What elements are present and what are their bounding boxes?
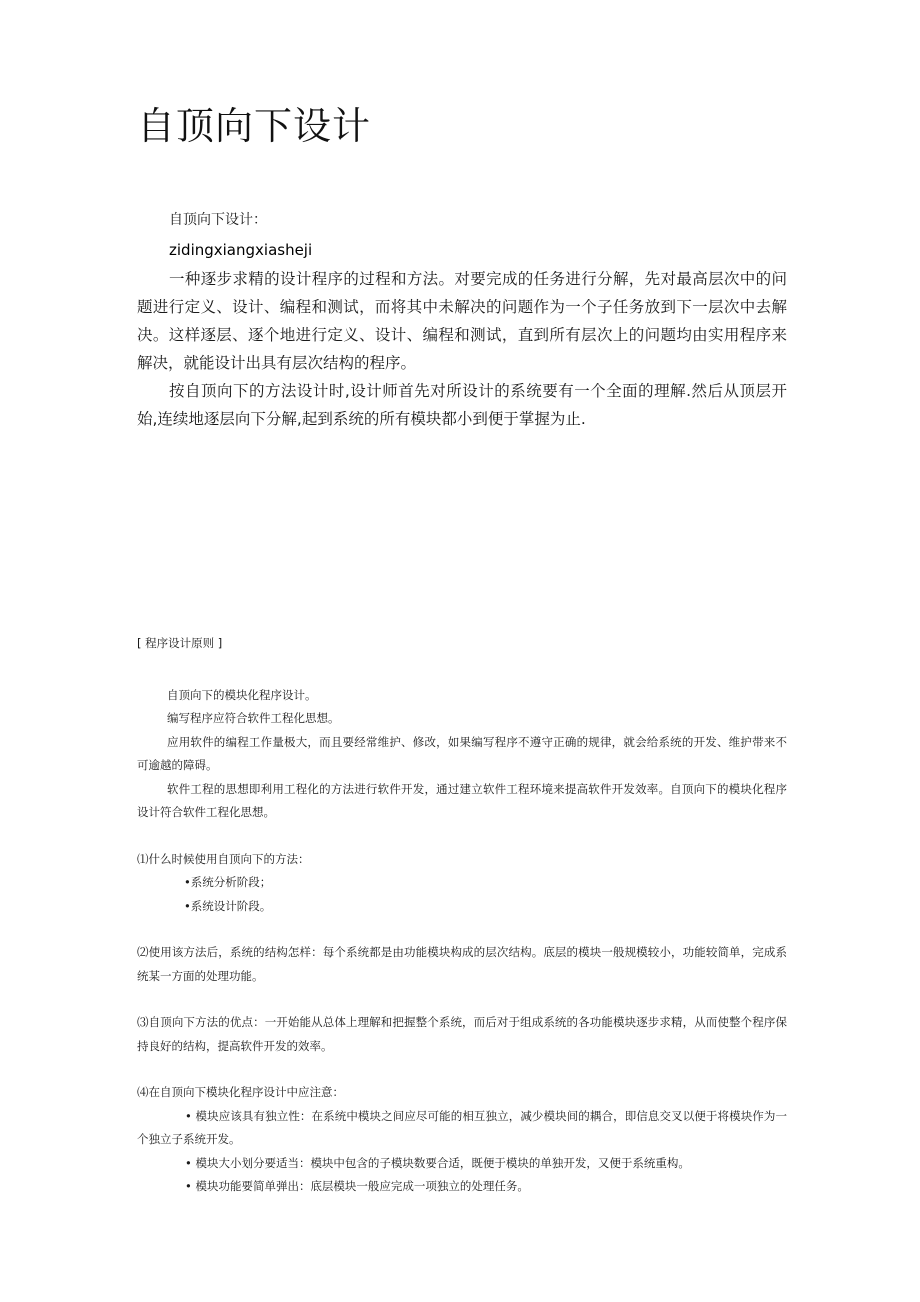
principles-heading: [ 程序设计原则 ] <box>137 636 223 650</box>
page-title: 自顶向下设计 <box>137 104 372 148</box>
intro-label: 自顶向下设计： <box>169 212 267 228</box>
principle-line: 自顶向下的模块化程序设计。 <box>167 687 317 702</box>
intro-section <box>137 205 787 433</box>
q1-bullet: •系统分析阶段； <box>184 875 272 889</box>
q4-bullet: • 模块大小划分要适当：模块中包含的子模块数要合适，既便于模块的单独开发，又便于系统重构。 <box>185 1155 690 1170</box>
principle-line: 编写程序应符合软件工程化思想。 <box>167 711 340 725</box>
q4-bullet: • 模块应该具有独立性：在系统中模块之间应尽可能的相互独立，减少模块间的耦合，即信息交叉以便于将模块作为一个独立子系统开发。 <box>137 1108 787 1146</box>
principle-line: 应用软件的编程工作量极大，而且要经常维护、修改，如果编写程序不遵守正确的规律，就会给系统的开发、维护带来不可逾越的障碍。 <box>137 734 787 772</box>
q1-title: ⑴什么时候使用自顶向下的方法： <box>137 851 310 866</box>
principles-section <box>137 632 787 1199</box>
q4-bullet: • 模块功能要简单弹出：底层模块一般应完成一项独立的处理任务。 <box>185 1179 529 1193</box>
q4-title: ⑷在自顶向下模块化程序设计中应注意： <box>137 1085 344 1099</box>
principle-line: 软件工程的思想即利用工程化的方法进行软件开发，通过建立软件工程环境来提高软件开发效率。自顶向下的模块化程序设计符合软件工程化思想。 <box>137 781 787 819</box>
q1-bullet: •系统设计阶段。 <box>184 898 272 913</box>
intro-paragraph-2: 按自顶向下的方法设计时,设计师首先对所设计的系统要有一个全面的理解.然后从顶层开始,连续地逐层向下分解,起到系统的所有模块都小到便于掌握为止. <box>137 382 787 428</box>
intro-paragraph-1: 一种逐步求精的设计程序的过程和方法。对要完成的任务进行分解，先对最高层次中的问题进行定义、设计、编程和测试，而将其中未解决的问题作为一个子任务放到下一层次中去解决。这样逐层、逐个地进行定义、设计、编程和测试，直到所有层次上的问题均由实用程序来解决，就能设计出具有层次结构的程序。 <box>137 270 787 372</box>
intro-pinyin: zidingxiangxiasheji <box>169 241 313 259</box>
q3-text: ⑶自顶向下方法的优点：一开始能从总体上理解和把握整个系统，而后对于组成系统的各功能模块逐步求精，从而使整个程序保持良好的结构，提高软件开发的效率。 <box>137 1015 787 1053</box>
q2-text: ⑵使用该方法后，系统的结构怎样：每个系统都是由功能模块构成的层次结构。底层的模块一般规模较小，功能较简单，完成系统某一方面的处理功能。 <box>137 945 787 983</box>
